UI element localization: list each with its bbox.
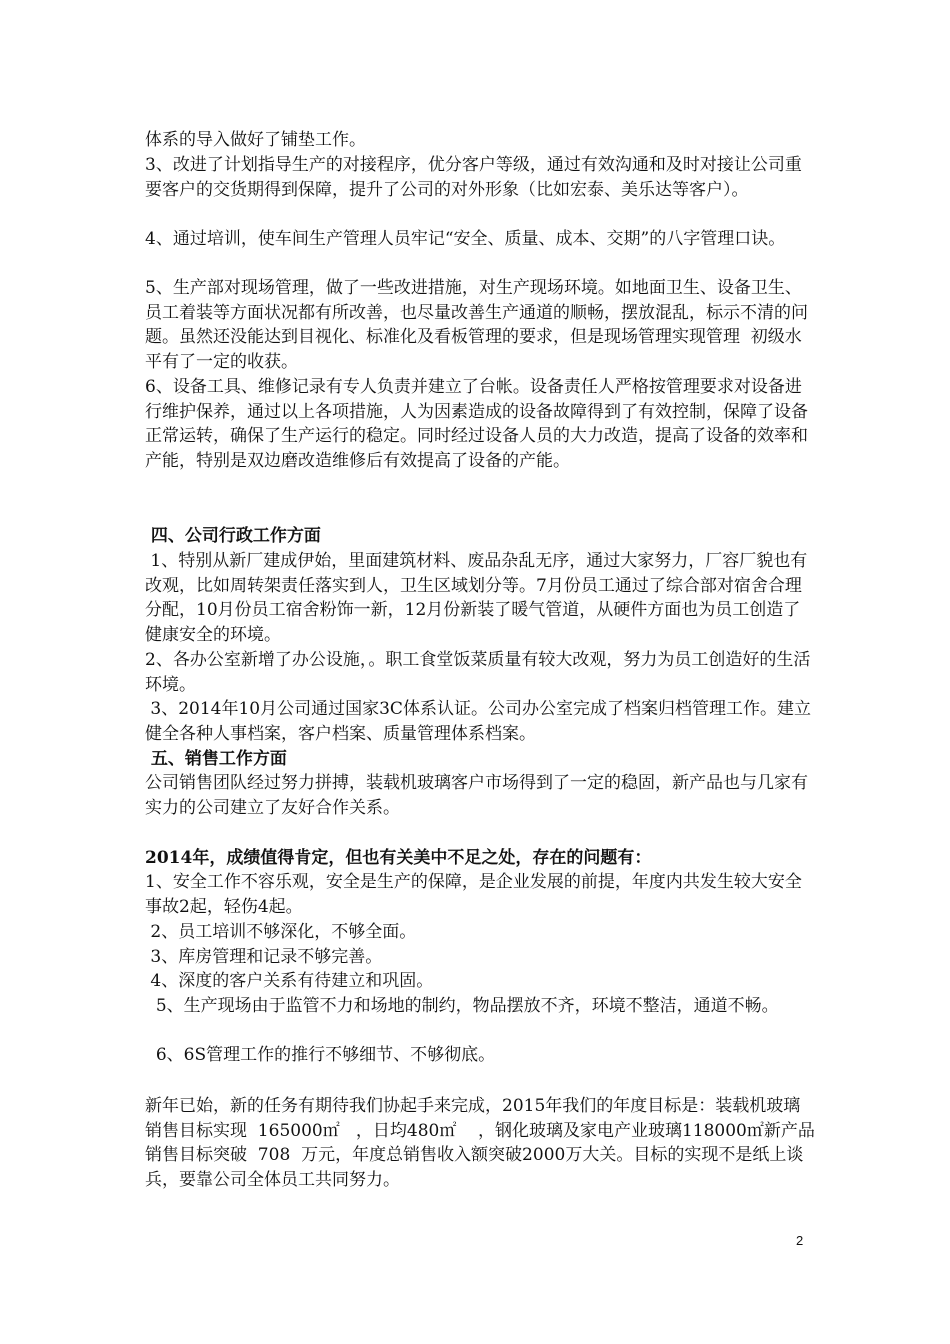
paragraph: 1、安全工作不容乐观，安全是生产的保障，是企业发展的前提，年度内共发生较大安全事故2起，轻伤4起。 bbox=[145, 872, 802, 917]
paragraph: 5、生产部对现场管理，做了一些改进措施，对生产现场环境。如地面卫生、设备卫生、员工着装等方面状况都有所改善，也尽量改善生产通道的顺畅，摆放混乱，标示不清的问题。虽然还没能达到目视化、标准化及看板管理的要求，但是现场管理实现管理 初级水平有了一定的收获。 bbox=[145, 278, 808, 372]
paragraph: 3、改进了计划指导生产的对接程序，优分客户等级，通过有效沟通和及时对接让公司重要客户的交货期得到保障，提升了公司的对外形象（比如宏泰、美乐达等客户）。 bbox=[145, 155, 802, 200]
paragraph: 3、2014年10月公司通过国家3C体系认证。公司办公室完成了档案归档管理工作。建立健全各种人事档案，客户档案、质量管理体系档案。 bbox=[145, 699, 811, 744]
section-heading: 2014年，成绩值得肯定，但也有关美中不足之处，存在的问题有： bbox=[145, 848, 652, 868]
section-heading: 五、销售工作方面 bbox=[145, 749, 287, 769]
paragraph: 公司销售团队经过努力拼搏，装载机玻璃客户市场得到了一定的稳固，新产品也与几家有实力的公司建立了友好合作关系。 bbox=[145, 773, 808, 818]
paragraph: 新年已始，新的任务有期待我们协起手来完成，2015年我们的年度目标是：装载机玻璃销售目标实现 165000㎡ ，日均480㎡ ，钢化玻璃及家电产业玻璃118000㎡新产品销售目标突破 708 万元，年度总销售收入额突破2000万大关。目标的实现不是纸上谈兵，要靠公司全体员工共同努力。 bbox=[145, 1096, 815, 1190]
paragraph: 体系的导入做好了铺垫工作。 bbox=[145, 130, 366, 150]
paragraph: 4、深度的客户关系有待建立和巩固。 bbox=[145, 971, 434, 991]
paragraph: 6、6S管理工作的推行不够细节、不够彻底。 bbox=[145, 1045, 496, 1065]
paragraph: 2、员工培训不够深化，不够全面。 bbox=[145, 922, 417, 942]
paragraph: 1、特别从新厂建成伊始，里面建筑材料、废品杂乱无序，通过大家努力，厂容厂貌也有改观，比如周转架责任落实到人，卫生区域划分等。7月份员工通过了综合部对宿舍合理分配，10月份员工宿舍粉饰一新，12月份新装了暖气管道，从硬件方面也为员工创造了健康安全的环境。 bbox=[145, 551, 808, 645]
page-number: 2 bbox=[796, 1233, 804, 1248]
paragraph: 3、库房管理和记录不够完善。 bbox=[145, 947, 383, 967]
paragraph: 5、生产现场由于监管不力和场地的制约，物品摆放不齐，环境不整洁，通道不畅。 bbox=[145, 996, 779, 1016]
paragraph: 2、各办公室新增了办公设施，。职工食堂饭菜质量有较大改观，努力为员工创造好的生活环境。 bbox=[145, 650, 811, 695]
section-heading: 四、公司行政工作方面 bbox=[145, 526, 321, 546]
paragraph: 6、设备工具、维修记录有专人负责并建立了台帐。设备责任人严格按管理要求对设备进行维护保养，通过以上各项措施，人为因素造成的设备故障得到了有效控制，保障了设备正常运转，确保了生产运行的稳定。同时经过设备人员的大力改造，提高了设备的效率和产能，特别是双边磨改造维修后有效提高了设备的产能。 bbox=[145, 377, 808, 471]
paragraph: 4、通过培训，使车间生产管理人员牢记“安全、质量、成本、交期”的八字管理口诀。 bbox=[145, 229, 786, 249]
